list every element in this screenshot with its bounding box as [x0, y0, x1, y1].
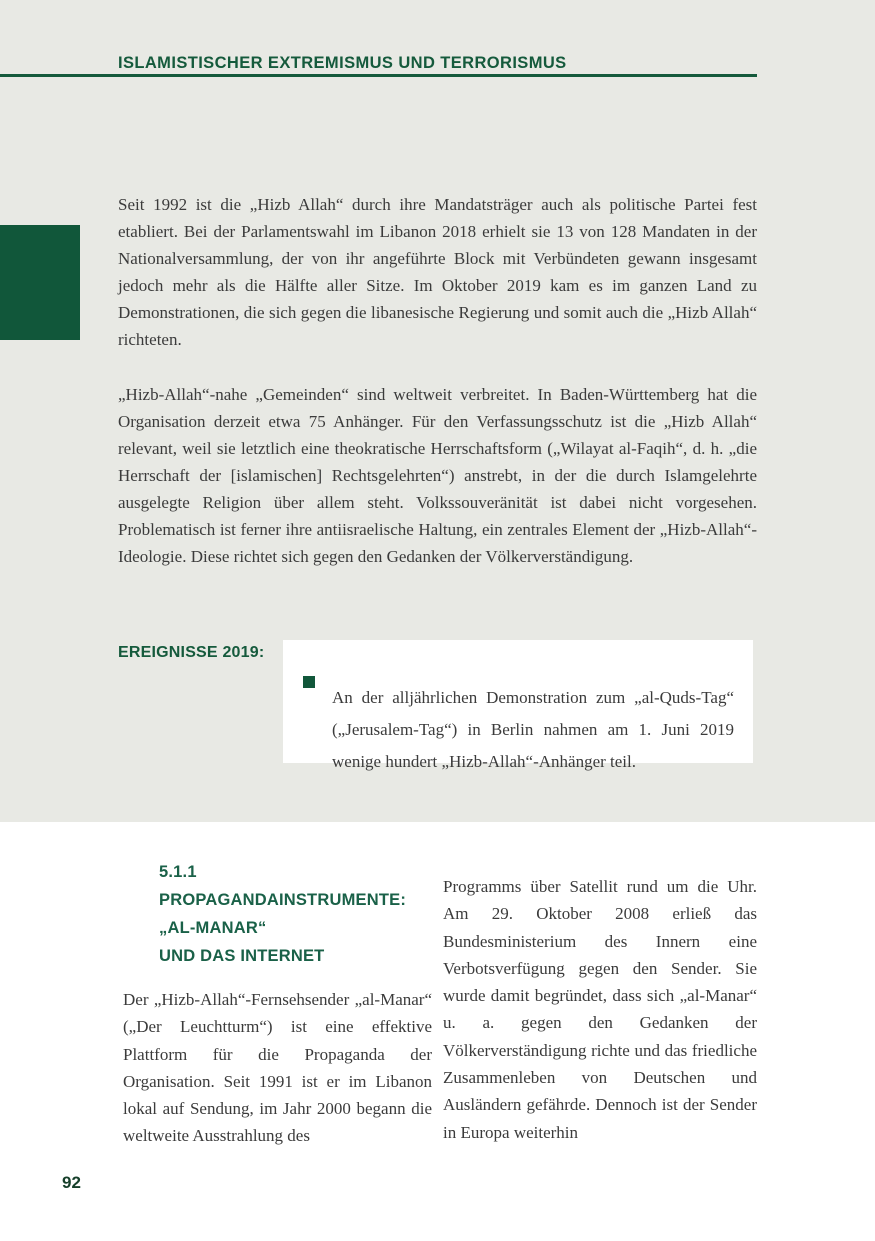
events-2019-label: EREIGNISSE 2019:: [118, 644, 265, 661]
section-heading: [159, 858, 406, 970]
page-number: 92: [62, 1173, 81, 1192]
intro-paragraph-2: „Hizb-Allah“-nahe „Gemeinden“ sind weltweit verbreitet. In Baden-Württemberg hat die Organisation derzeit etwa 75 Anhänger. Für den Verfassungsschutz ist die „Hizb Allah“ relevant, weil sie letztlich eine theokratische Herrschaftsform („Wilayat al-Faqih“, d. h. „die Herrschaft der [islamischen] Rechtsgelehrten“) anstrebt, in der die durch Islamgelehrte ausgelegte Religion über allem steht. Volkssouveränität ist dabei nicht vorgesehen. Problematisch ist ferner ihre antiisraelische Haltung, ein zentrales Element der „Hizb-Allah“-Ideologie. Diese richtet sich gegen den Gedanken der Völkerverständigung.: [118, 385, 757, 566]
intro-paragraph-1: Seit 1992 ist die „Hizb Allah“ durch ihre Mandatsträger auch als politische Partei fest etabliert. Bei der Parlamentswahl im Libanon 2018 erhielt sie 13 von 128 Mandaten in der Nationalversammlung, der von ihr angeführte Block mit Verbündeten gewann insgesamt jedoch mehr als die Hälfte aller Sitze. Im Oktober 2019 kam es im ganzen Land zu Demonstrationen, die sich gegen die libanesische Regierung und somit auch die „Hizb Allah“ richteten.: [118, 195, 757, 349]
body-column-left: Der „Hizb-Allah“-Fernsehsender „al-Manar“ („Der Leuchtturm“) ist eine effektive Plattform für die Propaganda der Organisation. Seit 1991 ist er im Libanon lokal auf Sendung, im Jahr 2000 begann die weltweite Ausstrahlung des: [123, 990, 432, 1146]
section-heading-line-1: PROPAGANDAINSTRUMENTE:: [159, 891, 407, 909]
body-column-right: Programms über Satellit rund um die Uhr. Am 29. Oktober 2008 erließ das Bundesministerium des Innern eine Verbotsverfügung gegen den Sender. Sie wurde damit begründet, dass sich „al-Manar“ u. a. gegen den Gedanken der Völkerverständigung richte und das friedliche Zusammenleben von Deutschen und Ausländern gefährde. Dennoch ist der Sender in Europa weiterhin: [443, 877, 757, 1142]
chapter-header-title: ISLAMISTISCHER EXTREMISMUS UND TERRORISMUS: [118, 54, 567, 72]
square-bullet-icon: [303, 676, 315, 688]
chapter-header-rule: [0, 74, 757, 77]
section-heading-line-2: „AL-MANAR“: [159, 919, 267, 937]
event-item: An der alljährlichen Demonstration zum „al-Quds-Tag“ („Jerusalem-Tag“) in Berlin nahmen am 1. Juni 2019 wenige hundert „Hizb-Allah“-Anhänger teil.: [332, 688, 734, 771]
section-heading-line-3: UND DAS INTERNET: [159, 947, 325, 965]
section-number: 5.1.1: [159, 863, 197, 881]
events-2019-box: [283, 640, 753, 771]
chapter-side-tab: [0, 225, 80, 340]
